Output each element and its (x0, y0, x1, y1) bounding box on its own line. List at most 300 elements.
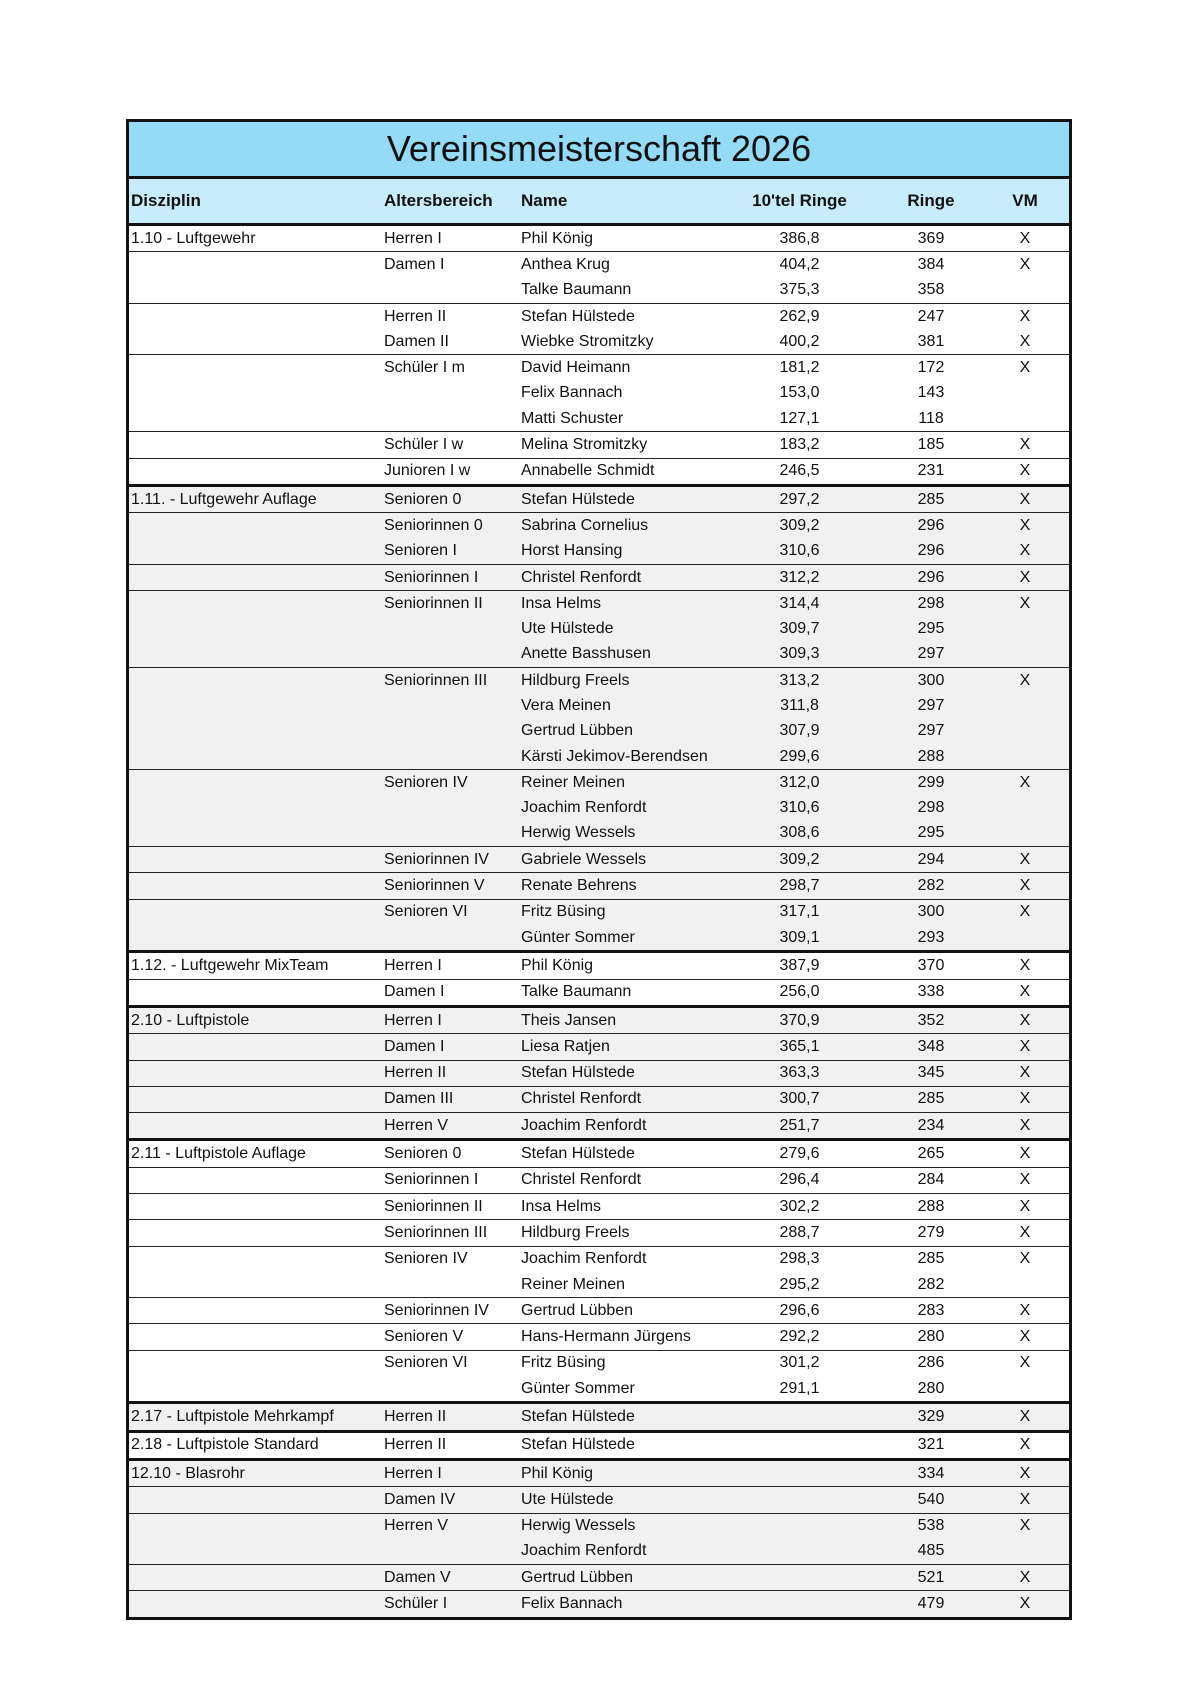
cell-ringe: 280 (917, 1328, 945, 1346)
cell-zehntel-ringe: 387,9 (779, 956, 820, 974)
cell-zehntel-ringe: 256,0 (779, 983, 820, 1001)
cell-name: Kärsti Jekimov-Berendsen (521, 747, 708, 765)
cell-vm: X (1019, 1145, 1031, 1163)
cell-name: Herwig Wessels (521, 1517, 636, 1535)
cell-zehntel-ringe: 375,3 (779, 281, 820, 299)
table-row (129, 226, 1069, 251)
cell-zehntel-ringe: 310,6 (779, 799, 820, 817)
cell-zehntel-ringe: 312,2 (779, 568, 820, 586)
cell-zehntel-ringe: 365,1 (779, 1037, 820, 1055)
table-row (129, 925, 1069, 950)
cell-zehntel-ringe: 317,1 (779, 903, 820, 921)
cell-altersbereich: Seniorinnen III (384, 1223, 488, 1241)
cell-name: Insa Helms (521, 594, 602, 612)
cell-name: Fritz Büsing (521, 903, 606, 921)
cell-ringe: 300 (917, 903, 945, 921)
cell-ringe: 338 (917, 983, 945, 1001)
cell-name: Ute Hülstede (521, 620, 614, 638)
cell-ringe: 247 (917, 307, 945, 325)
cell-vm: X (1019, 1436, 1031, 1454)
cell-vm: X (1019, 671, 1031, 689)
cell-zehntel-ringe: 297,2 (779, 490, 820, 508)
table-row (129, 304, 1069, 329)
cell-name: Sabrina Cornelius (521, 516, 649, 534)
cell-altersbereich: Seniorinnen I (384, 568, 479, 586)
cell-vm: X (1019, 1090, 1031, 1108)
cell-name: Gertrud Lübben (521, 722, 634, 740)
cell-vm: X (1019, 516, 1031, 534)
table-row (129, 821, 1069, 846)
cell-altersbereich: Senioren 0 (384, 490, 462, 508)
cell-ringe: 540 (917, 1490, 945, 1508)
cell-name: Phil König (521, 229, 594, 247)
cell-vm: X (1019, 1197, 1031, 1215)
table-row (129, 1087, 1069, 1112)
cell-disziplin: 2.17 - Luftpistole Mehrkampf (131, 1408, 334, 1425)
row-group (129, 769, 1069, 846)
cell-ringe: 285 (917, 1090, 945, 1108)
row-group (129, 1033, 1069, 1059)
row-group (129, 484, 1069, 512)
cell-name: Horst Hansing (521, 542, 623, 560)
cell-ringe: 294 (917, 850, 945, 868)
cell-altersbereich: Seniorinnen IV (384, 850, 489, 868)
cell-vm: X (1019, 490, 1031, 508)
cell-zehntel-ringe: 288,7 (779, 1223, 820, 1241)
cell-altersbereich: Junioren I w (384, 462, 471, 480)
cell-vm: X (1019, 983, 1031, 1001)
cell-ringe: 185 (917, 436, 945, 454)
cell-vm: X (1019, 1354, 1031, 1372)
table-row (129, 1404, 1069, 1429)
table-row (129, 1539, 1069, 1564)
cell-zehntel-ringe: 153,0 (779, 384, 820, 402)
cell-vm: X (1019, 1408, 1031, 1425)
cell-zehntel-ringe: 310,6 (779, 542, 820, 560)
cell-ringe: 297 (917, 722, 945, 740)
row-group (129, 564, 1069, 590)
cell-vm: X (1019, 903, 1031, 921)
row-group (129, 667, 1069, 769)
column-header-name: Name (521, 191, 568, 210)
cell-ringe: 295 (917, 620, 945, 638)
row-group (129, 1112, 1069, 1138)
cell-ringe: 329 (917, 1408, 945, 1425)
cell-name: Christel Renfordt (521, 568, 642, 586)
row-group (129, 979, 1069, 1005)
cell-zehntel-ringe: 251,7 (779, 1116, 820, 1134)
cell-name: Liesa Ratjen (521, 1037, 610, 1055)
cell-ringe: 298 (917, 594, 945, 612)
cell-altersbereich: Herren I (384, 956, 442, 974)
cell-name: Günter Sommer (521, 928, 635, 946)
cell-zehntel-ringe: 299,6 (779, 747, 820, 765)
row-group (129, 1401, 1069, 1429)
cell-name: Stefan Hülstede (521, 490, 635, 508)
table-row (129, 873, 1069, 898)
cell-zehntel-ringe: 363,3 (779, 1064, 820, 1082)
cell-ringe: 231 (917, 462, 945, 480)
cell-altersbereich: Schüler I w (384, 436, 464, 454)
cell-ringe: 118 (918, 409, 944, 427)
row-group (129, 1430, 1069, 1458)
cell-ringe: 295 (917, 824, 945, 842)
row-group (129, 1564, 1069, 1590)
cell-vm: X (1019, 1517, 1031, 1535)
row-group (129, 1138, 1069, 1166)
row-group (129, 1458, 1069, 1486)
cell-vm: X (1019, 332, 1031, 350)
table-row (129, 693, 1069, 718)
cell-altersbereich: Herren I (384, 1011, 442, 1029)
row-group (129, 899, 1069, 951)
cell-altersbereich: Seniorinnen 0 (384, 516, 483, 534)
cell-name: Renate Behrens (521, 877, 637, 895)
cell-zehntel-ringe: 309,2 (779, 850, 820, 868)
cell-name: Gertrud Lübben (521, 1301, 634, 1319)
cell-name: Günter Sommer (521, 1379, 635, 1397)
table-row (129, 1008, 1069, 1033)
row-group (129, 872, 1069, 898)
cell-name: Hildburg Freels (521, 1223, 630, 1241)
cell-name: Melina Stromitzky (521, 436, 648, 454)
table-row (129, 432, 1069, 457)
cell-name: Joachim Renfordt (521, 1116, 647, 1134)
cell-name: Gertrud Lübben (521, 1568, 634, 1586)
cell-zehntel-ringe: 296,6 (779, 1301, 820, 1319)
cell-ringe: 370 (917, 956, 945, 974)
cell-zehntel-ringe: 127,1 (779, 409, 820, 427)
cell-zehntel-ringe: 404,2 (779, 255, 820, 273)
table-row (129, 953, 1069, 978)
table-row (129, 1565, 1069, 1590)
row-group (129, 1086, 1069, 1112)
row-group (129, 590, 1069, 667)
row-group (129, 226, 1069, 251)
cell-disziplin: 2.18 - Luftpistole Standard (131, 1436, 319, 1454)
cell-altersbereich: Herren I (384, 229, 442, 247)
cell-vm: X (1019, 1037, 1031, 1055)
cell-vm: X (1019, 1328, 1031, 1346)
cell-name: Herwig Wessels (521, 824, 636, 842)
cell-ringe: 299 (917, 773, 945, 791)
cell-vm: X (1019, 850, 1031, 868)
row-group (129, 1060, 1069, 1086)
table-row (129, 770, 1069, 795)
table-row (129, 1247, 1069, 1272)
cell-zehntel-ringe: 309,1 (779, 928, 820, 946)
cell-name: Christel Renfordt (521, 1090, 642, 1108)
cell-altersbereich: Senioren V (384, 1328, 464, 1346)
table-row (129, 1324, 1069, 1349)
results-table (126, 119, 1072, 1620)
table-row (129, 1194, 1069, 1219)
cell-altersbereich: Schüler I (384, 1595, 448, 1613)
row-group (129, 1193, 1069, 1219)
row-group (129, 512, 1069, 564)
cell-altersbereich: Damen I (384, 1037, 445, 1055)
table-row (129, 381, 1069, 406)
column-header-altersbereich: Altersbereich (384, 191, 493, 210)
cell-name: Stefan Hülstede (521, 1408, 635, 1425)
table-row (129, 1461, 1069, 1486)
row-group (129, 1513, 1069, 1565)
cell-ringe: 334 (917, 1464, 945, 1482)
cell-ringe: 288 (917, 747, 945, 765)
cell-zehntel-ringe: 262,9 (779, 307, 820, 325)
cell-altersbereich: Herren II (384, 1408, 447, 1425)
table-row (129, 459, 1069, 484)
cell-name: David Heimann (521, 359, 631, 377)
cell-name: Fritz Büsing (521, 1354, 606, 1372)
table-body (129, 226, 1069, 1617)
table-row (129, 744, 1069, 769)
table-row (129, 1061, 1069, 1086)
cell-zehntel-ringe: 309,2 (779, 516, 820, 534)
table-row (129, 539, 1069, 564)
cell-vm: X (1019, 1490, 1031, 1508)
cell-altersbereich: Senioren IV (384, 773, 468, 791)
cell-name: Insa Helms (521, 1197, 602, 1215)
column-header-vm: VM (1012, 191, 1038, 210)
cell-altersbereich: Herren II (384, 307, 447, 325)
cell-vm: X (1019, 1116, 1031, 1134)
cell-name: Ute Hülstede (521, 1490, 614, 1508)
row-group (129, 1323, 1069, 1349)
table-row (129, 487, 1069, 512)
cell-name: Stefan Hülstede (521, 1064, 635, 1082)
cell-altersbereich: Herren II (384, 1436, 447, 1454)
row-group (129, 431, 1069, 457)
cell-vm: X (1019, 594, 1031, 612)
cell-ringe: 284 (917, 1171, 945, 1189)
cell-name: Anthea Krug (521, 255, 610, 273)
cell-disziplin: 2.10 - Luftpistole (131, 1011, 250, 1029)
row-group (129, 1005, 1069, 1033)
table-row (129, 591, 1069, 616)
cell-altersbereich: Herren I (384, 1464, 442, 1482)
cell-altersbereich: Damen V (384, 1568, 451, 1586)
cell-altersbereich: Senioren VI (384, 1354, 468, 1372)
cell-zehntel-ringe: 308,6 (779, 824, 820, 842)
cell-zehntel-ringe: 302,2 (779, 1197, 820, 1215)
cell-zehntel-ringe: 300,7 (779, 1090, 820, 1108)
cell-name: Hans-Hermann Jürgens (521, 1328, 691, 1346)
cell-vm: X (1019, 436, 1031, 454)
cell-ringe: 285 (917, 1250, 945, 1268)
cell-vm: X (1019, 359, 1031, 377)
cell-ringe: 296 (917, 568, 945, 586)
cell-zehntel-ringe: 312,0 (779, 773, 820, 791)
cell-altersbereich: Senioren VI (384, 903, 468, 921)
cell-ringe: 172 (917, 359, 945, 377)
cell-altersbereich: Damen III (384, 1090, 454, 1108)
cell-name: Gabriele Wessels (521, 850, 647, 868)
cell-ringe: 297 (917, 696, 945, 714)
cell-ringe: 381 (917, 332, 945, 350)
cell-vm: X (1019, 229, 1031, 247)
table-row (129, 278, 1069, 303)
cell-altersbereich: Seniorinnen I (384, 1171, 479, 1189)
cell-zehntel-ringe: 301,2 (779, 1354, 820, 1372)
cell-name: Theis Jansen (521, 1011, 617, 1029)
row-group (129, 950, 1069, 978)
cell-disziplin: 1.10 - Luftgewehr (131, 229, 256, 247)
cell-name: Christel Renfordt (521, 1171, 642, 1189)
row-group (129, 1486, 1069, 1512)
table-row (129, 1168, 1069, 1193)
cell-zehntel-ringe: 313,2 (779, 671, 820, 689)
cell-ringe: 479 (917, 1595, 945, 1613)
row-group (129, 1350, 1069, 1402)
cell-name: Phil König (521, 956, 594, 974)
cell-name: Felix Bannach (521, 1595, 623, 1613)
cell-zehntel-ringe: 307,9 (779, 722, 820, 740)
cell-zehntel-ringe: 181,2 (779, 359, 820, 377)
cell-ringe: 369 (917, 229, 945, 247)
cell-zehntel-ringe: 246,5 (779, 462, 820, 480)
column-header-disziplin: Disziplin (131, 191, 201, 210)
cell-name: Reiner Meinen (521, 773, 626, 791)
cell-vm: X (1019, 1171, 1031, 1189)
cell-ringe: 279 (917, 1223, 945, 1241)
cell-name: Talke Baumann (521, 281, 632, 299)
cell-name: Joachim Renfordt (521, 799, 647, 817)
cell-name: Stefan Hülstede (521, 307, 635, 325)
table-row (129, 1351, 1069, 1376)
table-row (129, 252, 1069, 277)
row-group (129, 1297, 1069, 1323)
table-row (129, 565, 1069, 590)
table-row (129, 513, 1069, 538)
cell-ringe: 280 (917, 1379, 945, 1397)
cell-zehntel-ringe: 370,9 (779, 1011, 820, 1029)
row-group (129, 354, 1069, 431)
cell-vm: X (1019, 1064, 1031, 1082)
row-group (129, 846, 1069, 872)
cell-ringe: 293 (917, 928, 945, 946)
cell-ringe: 265 (917, 1145, 945, 1163)
column-header-zehntel-ringe: 10'tel Ringe (752, 191, 847, 210)
table-row (129, 847, 1069, 872)
table-row (129, 1487, 1069, 1512)
cell-name: Joachim Renfordt (521, 1542, 647, 1560)
cell-ringe: 297 (917, 645, 945, 663)
cell-zehntel-ringe: 314,4 (779, 594, 820, 612)
cell-name: Reiner Meinen (521, 1275, 626, 1293)
cell-zehntel-ringe: 183,2 (779, 436, 820, 454)
table-row (129, 900, 1069, 925)
cell-disziplin: 1.11. - Luftgewehr Auflage (131, 490, 317, 508)
cell-name: Anette Basshusen (521, 645, 651, 663)
cell-altersbereich: Herren V (384, 1116, 449, 1134)
cell-altersbereich: Seniorinnen IV (384, 1301, 489, 1319)
cell-zehntel-ringe: 386,8 (779, 229, 820, 247)
table-row (129, 1376, 1069, 1401)
cell-ringe: 485 (917, 1542, 945, 1560)
cell-vm: X (1019, 1464, 1031, 1482)
cell-ringe: 234 (917, 1116, 945, 1134)
cell-ringe: 296 (917, 542, 945, 560)
cell-ringe: 358 (917, 281, 945, 299)
table-row (129, 980, 1069, 1005)
cell-ringe: 521 (917, 1568, 945, 1586)
cell-altersbereich: Schüler I m (384, 359, 465, 377)
table-row (129, 1141, 1069, 1166)
cell-altersbereich: Damen I (384, 255, 445, 273)
table-row (129, 642, 1069, 667)
table-row (129, 1298, 1069, 1323)
cell-vm: X (1019, 1011, 1031, 1029)
cell-vm: X (1019, 1301, 1031, 1319)
cell-vm: X (1019, 956, 1031, 974)
cell-vm: X (1019, 1595, 1031, 1613)
table-row (129, 1433, 1069, 1458)
cell-ringe: 143 (917, 384, 945, 402)
cell-name: Talke Baumann (521, 983, 632, 1001)
cell-vm: X (1019, 462, 1031, 480)
cell-name: Phil König (521, 1464, 594, 1482)
row-group (129, 1219, 1069, 1245)
cell-altersbereich: Damen II (384, 332, 449, 350)
cell-vm: X (1019, 542, 1031, 560)
table-row (129, 1514, 1069, 1539)
cell-ringe: 298 (917, 799, 945, 817)
cell-name: Stefan Hülstede (521, 1145, 635, 1163)
cell-vm: X (1019, 773, 1031, 791)
table-row (129, 719, 1069, 744)
cell-zehntel-ringe: 298,7 (779, 877, 820, 895)
cell-altersbereich: Senioren IV (384, 1250, 468, 1268)
cell-name: Matti Schuster (521, 409, 624, 427)
cell-altersbereich: Seniorinnen II (384, 594, 483, 612)
cell-ringe: 288 (917, 1197, 945, 1215)
table-row (129, 355, 1069, 380)
cell-ringe: 345 (917, 1064, 945, 1082)
cell-ringe: 300 (917, 671, 945, 689)
table-row (129, 1272, 1069, 1297)
cell-altersbereich: Herren II (384, 1064, 447, 1082)
table-row (129, 329, 1069, 354)
cell-disziplin: 12.10 - Blasrohr (131, 1464, 245, 1482)
cell-ringe: 296 (917, 516, 945, 534)
cell-name: Wiebke Stromitzky (521, 332, 654, 350)
cell-zehntel-ringe: 311,8 (780, 696, 819, 714)
table-row (129, 1220, 1069, 1245)
table-title: Vereinsmeisterschaft 2026 (129, 122, 1069, 179)
table-row (129, 1034, 1069, 1059)
table-row (129, 1591, 1069, 1616)
table-row (129, 406, 1069, 431)
cell-altersbereich: Senioren 0 (384, 1145, 462, 1163)
cell-altersbereich: Damen IV (384, 1490, 456, 1508)
table-row (129, 616, 1069, 641)
cell-vm: X (1019, 1223, 1031, 1241)
row-group (129, 1590, 1069, 1616)
cell-altersbereich: Herren V (384, 1517, 449, 1535)
cell-ringe: 538 (917, 1517, 945, 1535)
cell-zehntel-ringe: 309,3 (779, 645, 820, 663)
row-group (129, 303, 1069, 355)
cell-ringe: 321 (917, 1436, 945, 1454)
cell-name: Vera Meinen (521, 696, 611, 714)
header-row (129, 179, 1069, 226)
table-row (129, 1113, 1069, 1138)
cell-zehntel-ringe: 295,2 (779, 1275, 820, 1293)
column-header-ringe: Ringe (907, 191, 955, 210)
cell-ringe: 282 (917, 1275, 945, 1293)
cell-altersbereich: Senioren I (384, 542, 457, 560)
